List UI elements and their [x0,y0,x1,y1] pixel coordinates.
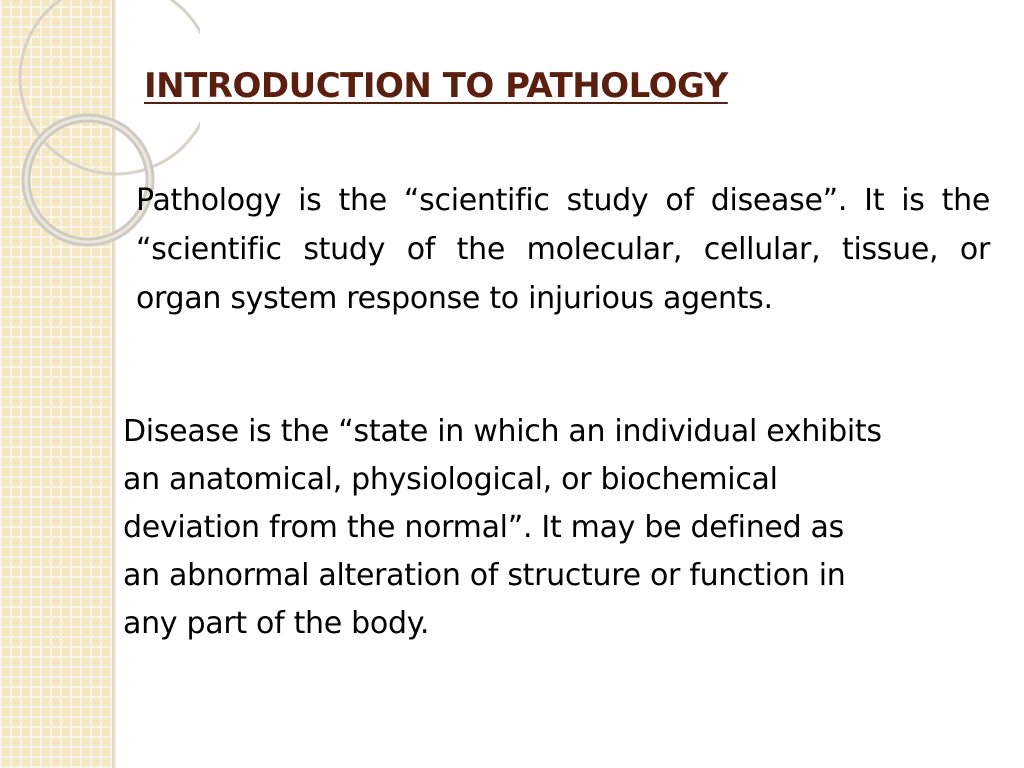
disease-definition: Disease is the “state in which an individual exhibits an anatomical, physiological, or biochemical deviation from the normal”. It may be defined as an abnormal alteration of structure or function in any part of the body. [123,414,882,641]
pathology-definition: Pathology is the “scientific study of disease”. It is the “scientific study of the molecular, cellular, tissue, or organ system response to injurious agents. [136,183,990,316]
slide-title: INTRODUCTION TO PATHOLOGY [144,66,728,106]
small-ring-highlight [26,118,150,242]
